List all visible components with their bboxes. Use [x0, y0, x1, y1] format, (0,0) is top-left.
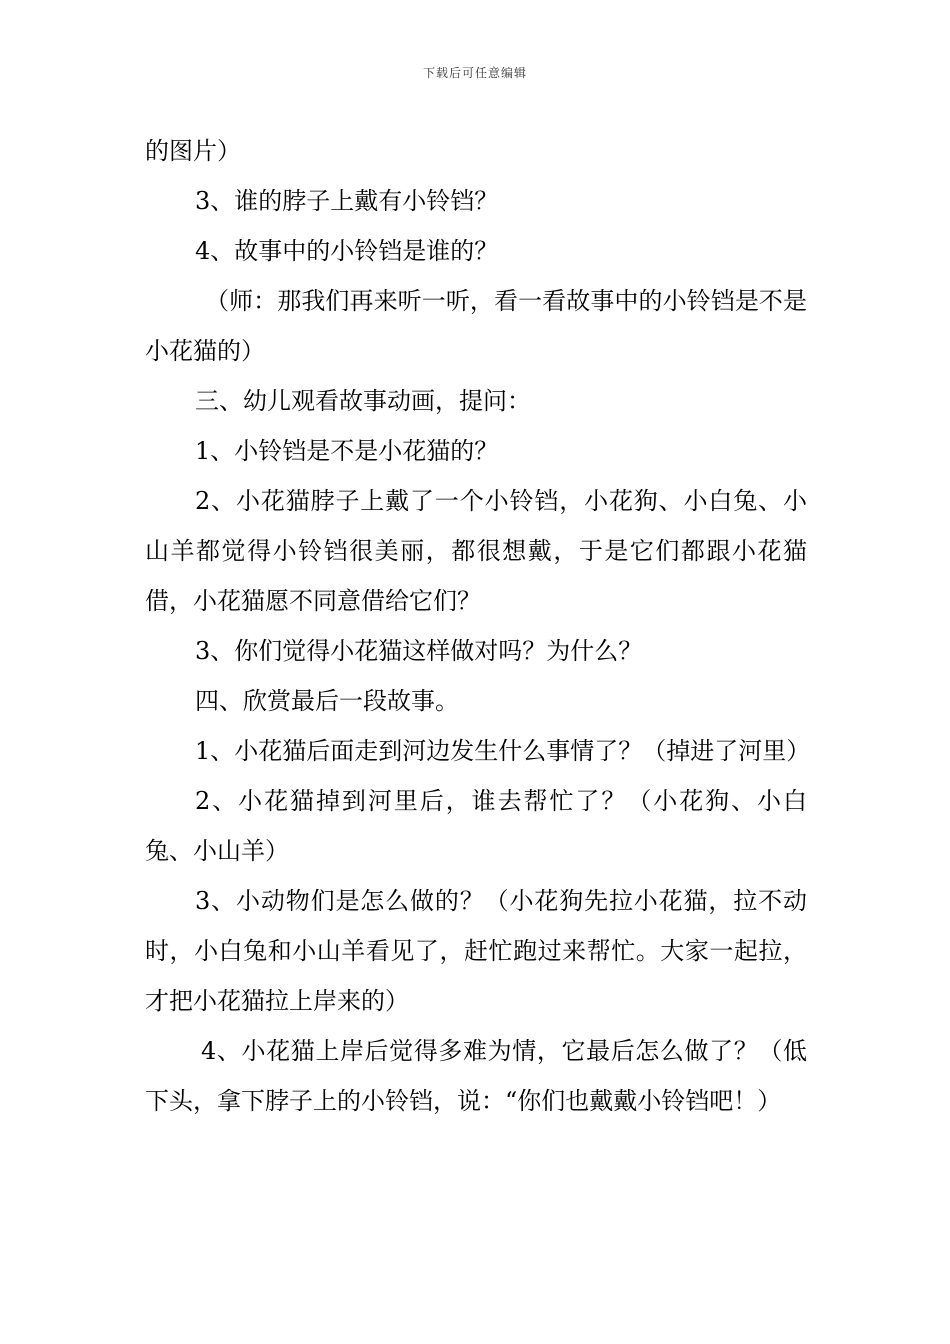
- paragraph-3: 4、故事中的小铃铛是谁的？: [195, 237, 499, 265]
- paragraph-7: 2、小花猫脖子上戴了一个小铃铛，小花狗、小白兔、小山羊都觉得小铃铛很美丽，都很想戴，于是它们都跟小花猫借，小花猫愿不同意借给它们？: [145, 487, 807, 615]
- paragraph-4: （师：那我们再来听一听，看一看故事中的小铃铛是不是小花猫的）: [145, 287, 807, 365]
- paragraph-9: 四、欣赏最后一段故事。: [195, 687, 459, 715]
- paragraph-12: 3、小动物们是怎么做的？（小花狗先拉小花猫，拉不动时，小白兔和小山羊看见了，赶忙跑过来帮忙。大家一起拉，才把小花猫拉上岸来的）: [145, 887, 807, 1015]
- paragraph-1: 的图片）: [145, 137, 241, 165]
- paragraph-13: 4、小花猫上岸后觉得多难为情，它最后怎么做了？（低下头，拿下脖子上的小铃铛，说：“你们也戴戴小铃铛吧！）: [145, 1037, 807, 1115]
- paragraph-11: 2、小花猫掉到河里后，谁去帮忙了？（小花狗、小白兔、小山羊）: [145, 787, 807, 865]
- document-body: [145, 126, 811, 1126]
- page-header: 下载后可任意编辑: [422, 66, 527, 80]
- paragraph-6: 1、小铃铛是不是小花猫的？: [195, 437, 499, 465]
- paragraph-5: 三、幼儿观看故事动画，提问：: [195, 387, 531, 415]
- paragraph-10: 1、小花猫后面走到河边发生什么事情了？（掉进了河里）: [195, 737, 811, 765]
- paragraph-8: 3、你们觉得小花猫这样做对吗？为什么？: [195, 637, 643, 665]
- paragraph-2: 3、谁的脖子上戴有小铃铛？: [195, 187, 499, 215]
